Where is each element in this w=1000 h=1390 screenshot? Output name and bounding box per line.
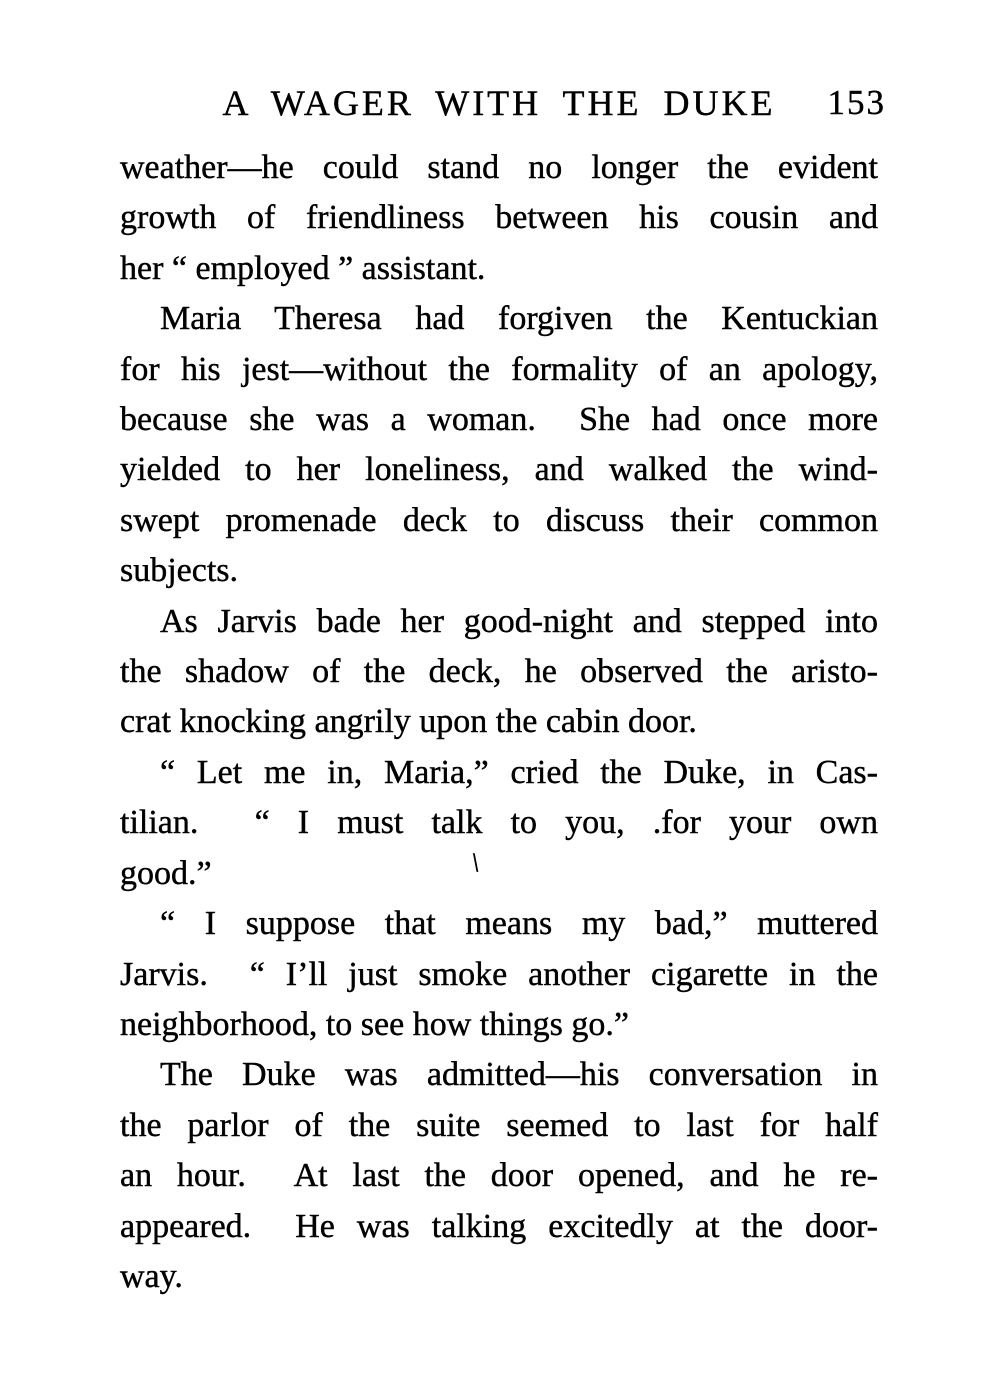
text-line: because she was a woman. She had once more (120, 401, 878, 439)
text-line: the shadow of the deck, he observed the aristo- (120, 653, 878, 691)
paragraph (120, 294, 878, 596)
text-line: appeared. He was talking excitedly at the door- (120, 1207, 878, 1245)
text-line: her “ employed ” assistant. (120, 249, 486, 287)
text-line: The Duke was admitted—his conversation in (160, 1056, 878, 1094)
text-line: crat knocking angrily upon the cabin door. (120, 703, 697, 741)
chapter-title: A WAGER WITH THE DUKE (222, 83, 776, 123)
text-line: As Jarvis bade her good-night and stepped into (160, 602, 878, 640)
scan-artifact-mark: \ (470, 847, 482, 878)
text-line: way. (120, 1257, 183, 1295)
text-line: Maria Theresa had forgiven the Kentuckian (160, 300, 878, 338)
text-line: growth of friendliness between his cousin and (120, 199, 878, 237)
text-line: an hour. At last the door opened, and he re- (120, 1157, 878, 1195)
text-line: for his jest—without the formality of an apology, (120, 350, 878, 388)
text-line: good.” (120, 854, 212, 892)
text-line: yielded to her loneliness, and walked the wind- (120, 451, 878, 489)
text-line: subjects. (120, 552, 239, 590)
text-line: Jarvis. “ I’ll just smoke another cigarette in the (120, 955, 878, 993)
paragraph (120, 143, 878, 294)
text-line: neighborhood, to see how things go.” (120, 1005, 629, 1043)
paragraph (120, 1050, 878, 1302)
page-body (120, 143, 878, 1302)
paragraph (120, 748, 878, 899)
text-line: the parlor of the suite seemed to last for half (120, 1106, 878, 1144)
paragraph (120, 597, 878, 748)
running-header (120, 81, 886, 125)
text-line: tilian. “ I must talk to you, .for your own (120, 804, 878, 842)
page-number: 153 (827, 83, 886, 122)
text-line: “ I suppose that means my bad,” muttered (160, 905, 878, 943)
text-line: “ Let me in, Maria,” cried the Duke, in Cas- (160, 753, 878, 791)
paragraph (120, 899, 878, 1050)
text-column (120, 81, 886, 1302)
text-line: swept promenade deck to discuss their common (120, 501, 878, 539)
text-line: weather—he could stand no longer the evident (120, 149, 878, 186)
